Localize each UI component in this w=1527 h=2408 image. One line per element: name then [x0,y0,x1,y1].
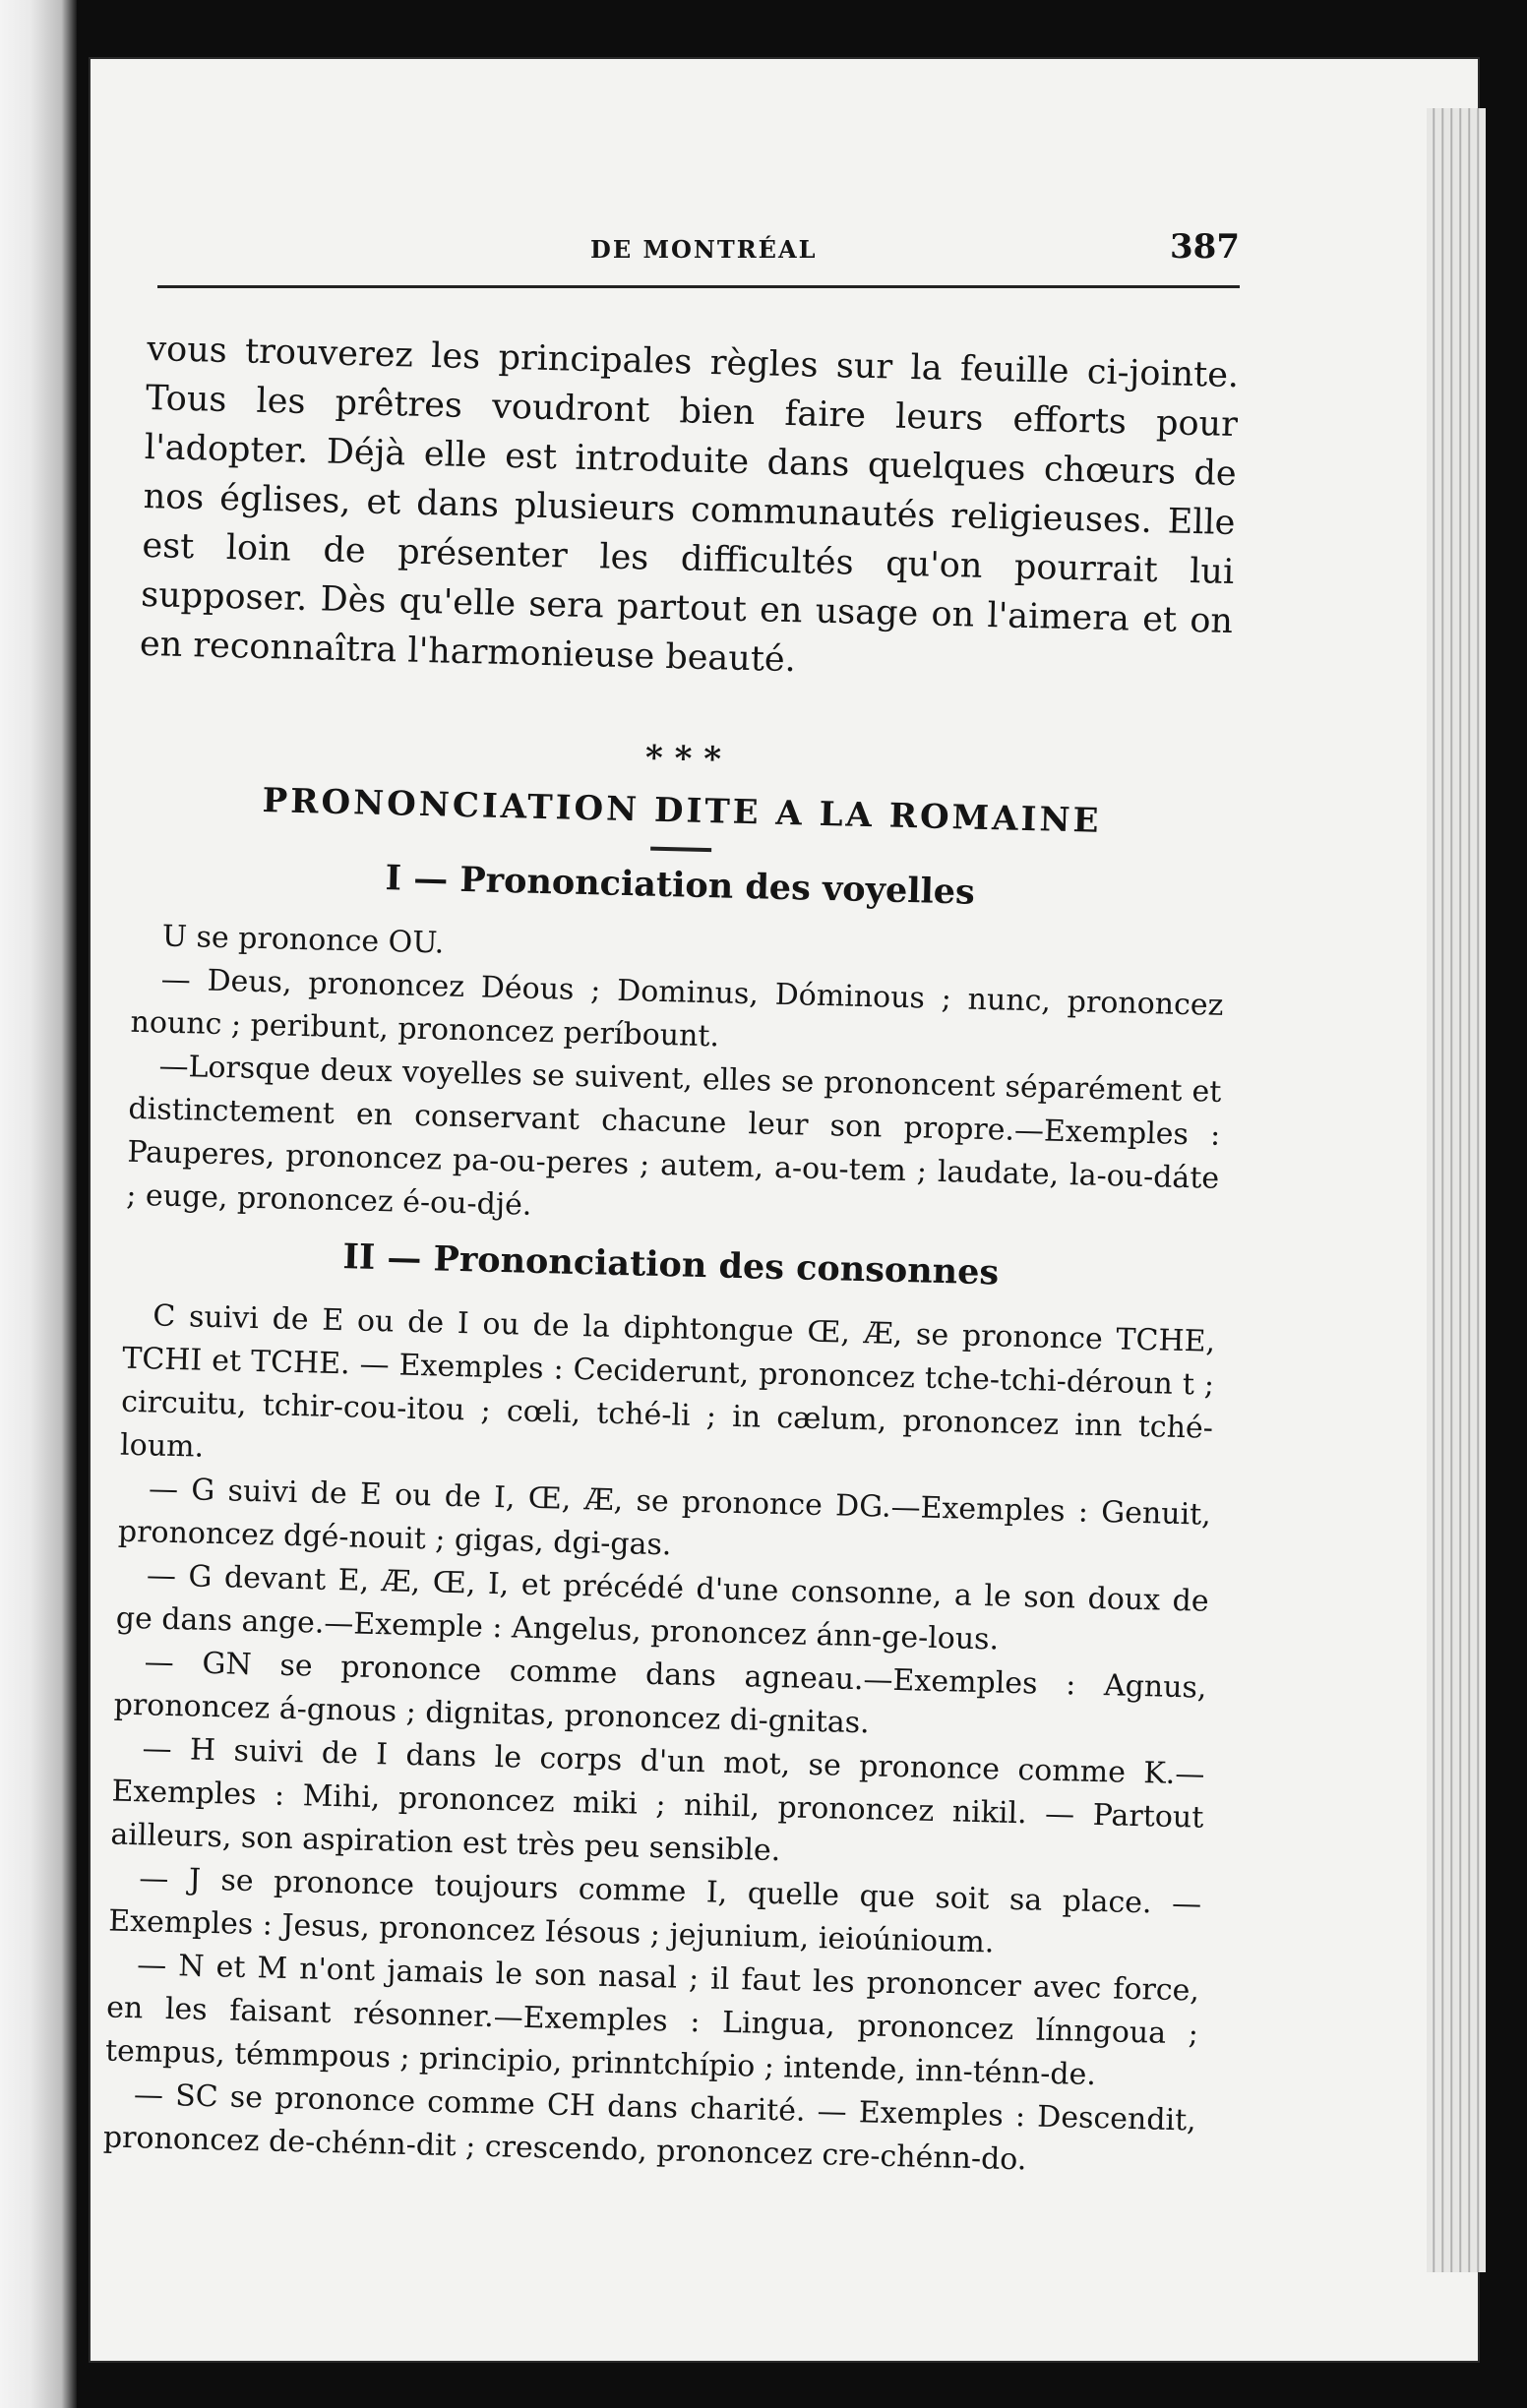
consonant-rule: — N et M n'ont jamais le son nasal ; il faut les prononcer avec force, en les faisant résonner.—Exemples : Lingua, prononcez línngoua ; tempus, témmpous ; principio, prinntchípio ; intende, inn-ténn-de. [104,1948,1200,2093]
consonant-rule: — J se prononce toujours comme I, quelle que soit sa place. — Exemples : Jesus, prononcez Iésous ; jejunium, ieioúnioum. [107,1861,1202,1960]
consonant-rule: — H suivi de I dans le corps d'un mot, se prononce comme K.— Exemples : Mihi, prononcez miki ; nihil, prononcez nikil. — Partout ailleurs, son aspiration est très peu sensible. [110,1731,1205,1869]
consonant-rule: — G devant E, Æ, Œ, I, et précédé d'une consonne, a le son doux de ge dans ange.—Exemple : Angelus, prononcez ánn-ge-lous. [115,1558,1210,1657]
running-head: DE MONTRÉAL [590,235,818,264]
consonant-rule: — G suivi de E ou de I, Œ, Æ, se prononce DG.—Exemples : Genuit, prononcez dgé-nouit ; gigas, dgi-gas. [117,1472,1212,1563]
previous-page-edge [0,0,77,2408]
page-header [157,221,1240,280]
title-rule [650,847,711,853]
vowel-rule: U se prononce OU. [161,919,445,961]
vowel-rule: —Lorsque deux voyelles se suivent, elles se prononcent séparément et distinctement en conservant chacune leur son propre.—Exemples : Pauperes, prononcez pa-ou-peres ; autem, a-ou-tem ; laudate, la-ou-dáte ; euge, prononcez é-ou-djé. [125,1049,1222,1223]
intro-paragraph: vous trouverez les principales règles sur la feuille ci-jointe. Tous les prêtres voudront bien faire leurs efforts pour l'adopter. Déjà elle est introduite dans quelques chœurs de nos églises, et dans plusieurs communautés religieuses. Elle est loin de présenter les difficultés qu'on pourrait lui supposer. Dès qu'elle sera partout en usage on l'aimera et on en reconnaîtra l'harmonieuse beauté. [139,329,1240,681]
page-stack-edge [1427,108,1486,2272]
section2-title: II — Prononciation des consonnes [341,1236,1000,1294]
vowel-rule: — Deus, prononcez Déous ; Dominus, Dóminous ; nunc, prononcez nounc ; peribunt, prononcez períbount. [130,962,1224,1054]
section1-title: I — Prononciation des voyelles [385,858,976,913]
consonant-rule: — GN se prononce comme dans agneau.—Exemples : Agnus, prononcez á-gnous ; dignitas, prononcez di-gnitas. [113,1645,1207,1741]
consonant-rule: C suivi de E ou de I ou de la diphtongue Œ, Æ, se prononce TCHE, TCHI et TCHE. — Exemples : Ceciderunt, prononcez tche-tchi-déroun t ; circuitu, tchir-cou-itou ; cœli, tché-li ; in cælum, prononcez inn tché-loum. [119,1298,1216,1465]
section-separator: * * * [644,738,722,780]
page-number: 387 [1170,227,1240,267]
header-rule [157,285,1240,288]
page-body [102,325,1239,2187]
main-title: PRONONCIATION DITE A LA ROMAINE [262,781,1102,841]
consonant-rule: — SC se prononce comme CH dans charité. — Exemples : Descendit, prononcez de-chénn-dit ; crescendo, prononcez cre-chénn-do. [102,2077,1197,2178]
